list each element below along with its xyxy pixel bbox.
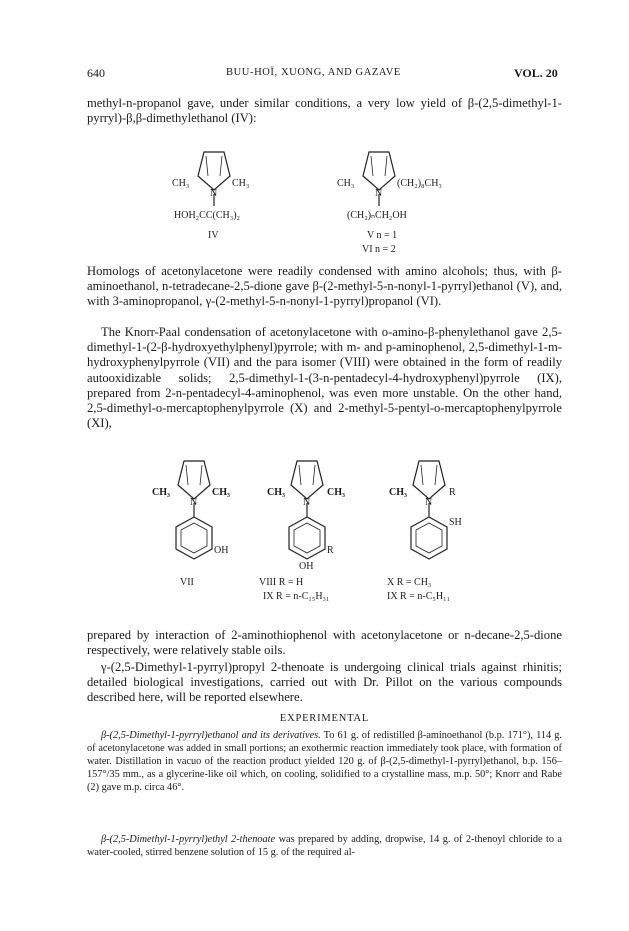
experimental-paragraph-1 xyxy=(87,729,562,794)
v-left-substituent: CH₃ xyxy=(337,178,355,189)
ix-label: IX R = n-C₁₅H₃₁ xyxy=(263,591,330,602)
x-ring-substituent: SH xyxy=(449,517,462,528)
phenylpyrrole-ring-vii xyxy=(140,455,250,575)
vii-label: VII xyxy=(180,577,194,588)
exp1-title: β-(2,5-Dimethyl-1-pyrryl)ethanol and its derivatives. xyxy=(101,730,321,741)
x-left-substituent: CH₃ xyxy=(389,487,407,498)
volume-label: VOL. 20 xyxy=(514,66,558,80)
paragraph-prepared: prepared by interaction of 2-aminothiophenol with acetonylacetone or n-decane-2,5-dione respectively, were relatively stable oils. xyxy=(87,628,562,658)
running-title: BUU-HOÏ, XUONG, AND GAZAVE xyxy=(226,67,401,78)
viii-ring-substituent: R xyxy=(327,545,334,556)
viii-label: VIII R = H xyxy=(259,577,304,588)
paragraph-knorr-paal: The Knorr-Paal condensation of acetonylacetone with o-amino-β-phenylethanol gave 2,5-dimethyl-1-(2-β-hydroxyethylphenyl)pyrrole; with m- and p-aminophenol, 2,5-dimethyl-1-m-hydroxyphenylpyrrole (VII) and the para isomer (VIII) were obtained in the form of readily autooxidizable solids; 2,5-dimethyl-1-(3-n-pentadecyl-4-hydroxyphenyl)pyrrole (IX), prepared from 2-n-pentadecyl-4-aminophenol, was even more unstable. On the other hand, 2,5-dimethyl-o-mercaptophenylpyrrole (X) and 2-methyl-5-pentyl-o-mercaptophenylpyrrole (XI), xyxy=(87,325,562,431)
structure-x-xi xyxy=(375,455,525,615)
phenylpyrrole-ring-viii xyxy=(253,455,363,575)
paragraph-homologs: Homologs of acetonylacetone were readily condensed with amino alcohols; thus, with β-aminoethanol, n-tetradecane-2,5-dione gave β-(2-methyl-5-n-nonyl-1-pyrryl)ethanol (V), and, with 3-aminopropanol, γ-(2-methyl-5-n-nonyl-1-pyrryl)propanol (VI). xyxy=(87,264,562,309)
viii-left-substituent: CH₃ xyxy=(267,487,285,498)
experimental-paragraph-2 xyxy=(87,833,562,859)
structure-iv xyxy=(160,146,270,251)
iv-n-substituent: HOH₂CC(CH₃)₂ xyxy=(174,210,241,221)
xi-label: IX R = n-C₅H₁₁ xyxy=(387,591,451,602)
viii-right-substituent: CH₃ xyxy=(327,487,345,498)
vii-nitrogen: N xyxy=(190,497,198,508)
intro-paragraph: methyl-n-propanol gave, under similar conditions, a very low yield of β-(2,5-dimethyl-1-pyrryl)-β,β-dimethylethanol (IV): xyxy=(87,96,562,126)
x-right-substituent: R xyxy=(449,487,456,498)
paragraph-clinical: γ-(2,5-Dimethyl-1-pyrryl)propyl 2-thenoate is undergoing clinical trials against rhinitis; detailed biological investigations, carried out with Dr. Pillot on the various compounds described here, will be reported elsewhere. xyxy=(87,660,562,705)
page-number: 640 xyxy=(87,66,105,80)
iv-right-substituent: CH₃ xyxy=(232,178,250,189)
iv-nitrogen: N xyxy=(210,188,218,199)
exp1-body: To 61 g. of redistilled β-aminoethanol (b.p. 171°), 114 g. of acetonylacetone was added in small portions; an exothermic reaction immediately took place, with formation of water. Distillation in vacuo of the reaction product yielded 120 g. of β-(2,5-dimethyl-1-pyrryl)ethanol, b.p. 156–157°/35 mm., as a glycerine-like oil which, on cooling, solidified to a crystalline mass, m.p. 50°; Knorr and Rabe (2) gave m.p. circa 46°. xyxy=(87,730,562,794)
v-right-substituent: (CH₂)₈CH₃ xyxy=(397,178,442,189)
x-label: X R = CH₃ xyxy=(387,577,432,588)
structure-v-vi xyxy=(325,146,475,256)
phenylpyrrole-ring-x xyxy=(375,455,485,575)
iv-left-substituent: CH₃ xyxy=(172,178,190,189)
iv-label: IV xyxy=(208,230,219,241)
exp2-title: β-(2,5-Dimethyl-1-pyrryl)ethyl 2-thenoate xyxy=(101,834,276,845)
x-nitrogen: N xyxy=(425,497,433,508)
vii-left-substituent: CH₃ xyxy=(152,487,170,498)
v-label: V n = 1 xyxy=(367,230,398,241)
vi-label: VI n = 2 xyxy=(362,244,396,255)
vii-ring-substituent: OH xyxy=(214,545,229,556)
v-nitrogen: N xyxy=(375,188,383,199)
experimental-heading: EXPERIMENTAL xyxy=(279,713,370,724)
structure-vii xyxy=(140,455,260,590)
viii-nitrogen: N xyxy=(303,497,311,508)
exp2-body: was prepared by adding, dropwise, 14 g. of 2-thenoyl chloride to a water-cooled, stirred benzene solution of 15 g. of the required al- xyxy=(87,834,563,859)
v-n-substituent: (CH₂)ₙCH₂OH xyxy=(347,210,407,221)
viii-para-substituent: OH xyxy=(299,561,314,572)
vii-right-substituent: CH₃ xyxy=(212,487,230,498)
